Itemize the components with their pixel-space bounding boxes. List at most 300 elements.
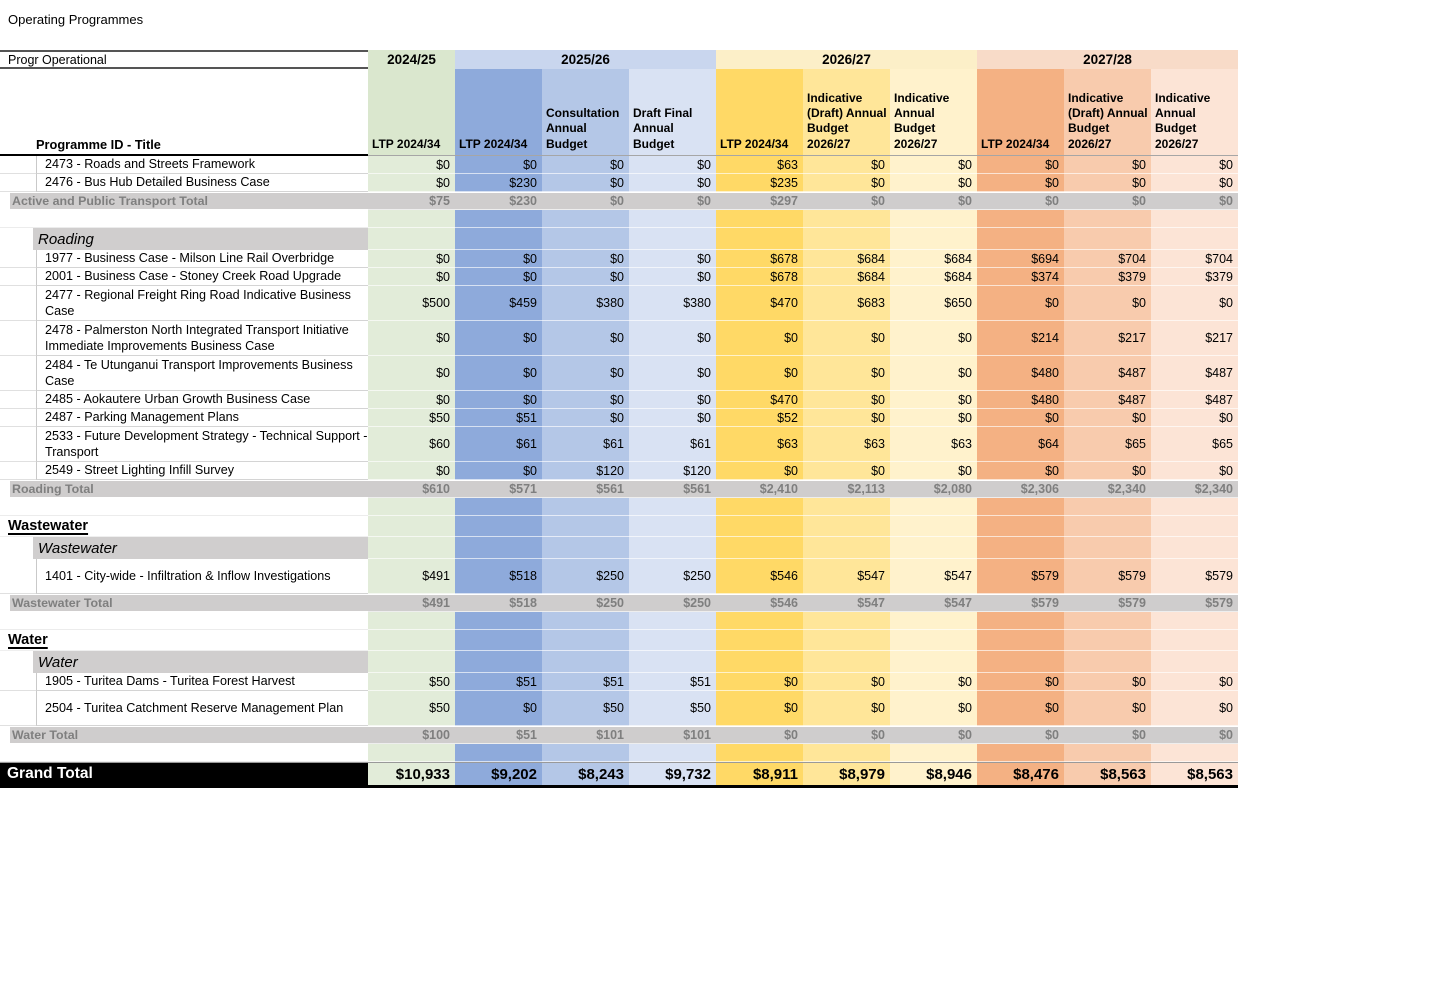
- value-cell: $0: [977, 409, 1064, 427]
- value-cell: [368, 210, 455, 228]
- value-cell: [542, 516, 629, 537]
- value-cell: $61: [542, 427, 629, 462]
- table-corner: [0, 50, 368, 69]
- row-gutter: [0, 321, 36, 356]
- section-indent: [0, 537, 33, 559]
- value-cell: $63: [890, 427, 977, 462]
- value-cell: [890, 210, 977, 228]
- value-cell: [716, 228, 803, 250]
- value-cell: [455, 210, 542, 228]
- value-cell: $0: [542, 250, 629, 268]
- value-cell: $0: [716, 462, 803, 480]
- value-cell: [1151, 210, 1238, 228]
- value-cell: [890, 612, 977, 630]
- value-cell: $0: [977, 156, 1064, 174]
- programme-label: 2504 - Turitea Catchment Reserve Management Plan: [36, 691, 368, 726]
- value-cell: $547: [803, 594, 890, 612]
- value-cell: [1064, 537, 1151, 559]
- programme-label: 2477 - Regional Freight Ring Road Indicative Business Case: [36, 286, 368, 321]
- value-cell: $120: [542, 462, 629, 480]
- value-cell: $0: [1064, 156, 1151, 174]
- table-row: [0, 427, 1238, 462]
- value-cell: $0: [890, 726, 977, 744]
- value-cell: $2,340: [1151, 480, 1238, 498]
- grand-row: [0, 762, 1238, 788]
- value-cell: $0: [1064, 673, 1151, 691]
- value-cell: $8,476: [977, 763, 1064, 785]
- heading-row: [0, 516, 1238, 537]
- value-cell: [803, 651, 890, 673]
- value-cell: [890, 516, 977, 537]
- value-cell: $120: [629, 462, 716, 480]
- grand-total-label: Grand Total: [0, 763, 368, 785]
- year-band-2025-26: 2025/26: [455, 50, 716, 69]
- value-cell: $0: [542, 174, 629, 192]
- value-cell: [542, 612, 629, 630]
- value-cell: $230: [455, 192, 542, 210]
- total-row: [0, 480, 1238, 498]
- value-cell: $101: [542, 726, 629, 744]
- value-cell: $0: [803, 409, 890, 427]
- value-cell: [1064, 498, 1151, 516]
- row-gutter: [0, 268, 36, 286]
- value-cell: $0: [977, 174, 1064, 192]
- value-cell: $0: [890, 691, 977, 726]
- value-cell: $63: [716, 427, 803, 462]
- heading-row: [0, 630, 1238, 651]
- value-cell: $480: [977, 356, 1064, 391]
- table-row: [0, 691, 1238, 726]
- value-cell: $0: [542, 268, 629, 286]
- table-row: [0, 673, 1238, 691]
- value-cell: $0: [890, 673, 977, 691]
- group-heading-label: Water: [8, 632, 48, 648]
- value-cell: $250: [542, 559, 629, 594]
- value-cell: $0: [368, 391, 455, 409]
- value-cell: $487: [1151, 356, 1238, 391]
- value-cell: [977, 651, 1064, 673]
- section-indent: [0, 228, 33, 250]
- budget-table: [0, 50, 1238, 788]
- value-cell: $65: [1064, 427, 1151, 462]
- value-cell: $571: [455, 480, 542, 498]
- blank-label: [36, 612, 368, 630]
- row-gutter: [0, 612, 36, 630]
- value-cell: $547: [890, 594, 977, 612]
- value-cell: $0: [368, 462, 455, 480]
- row-gutter: [0, 744, 36, 762]
- value-cell: $547: [890, 559, 977, 594]
- value-cell: $0: [455, 391, 542, 409]
- value-cell: $0: [629, 321, 716, 356]
- value-cell: $8,911: [716, 763, 803, 785]
- programme-label: 2001 - Business Case - Stoney Creek Road Upgrade: [36, 268, 368, 286]
- value-cell: [977, 537, 1064, 559]
- blank-row: [0, 744, 1238, 762]
- table-row: [0, 268, 1238, 286]
- section-header-label: Wastewater: [33, 537, 368, 559]
- value-cell: [455, 630, 542, 651]
- value-cell: $0: [368, 356, 455, 391]
- value-cell: $0: [368, 250, 455, 268]
- value-cell: [368, 228, 455, 250]
- value-cell: $546: [716, 559, 803, 594]
- value-cell: [977, 498, 1064, 516]
- value-cell: $0: [803, 156, 890, 174]
- value-cell: $500: [368, 286, 455, 321]
- value-cell: $487: [1151, 391, 1238, 409]
- value-cell: $51: [629, 673, 716, 691]
- value-cell: [629, 651, 716, 673]
- column-header: Indicative Annual Budget 2026/27: [1151, 69, 1238, 156]
- table-row: [0, 409, 1238, 427]
- row-gutter: [0, 673, 36, 691]
- value-cell: $0: [455, 462, 542, 480]
- value-cell: $379: [1064, 268, 1151, 286]
- value-cell: [629, 498, 716, 516]
- value-cell: $0: [542, 356, 629, 391]
- value-cell: $0: [890, 192, 977, 210]
- value-cell: $487: [1064, 391, 1151, 409]
- value-cell: $704: [1151, 250, 1238, 268]
- value-cell: $51: [455, 726, 542, 744]
- value-cell: $683: [803, 286, 890, 321]
- programme-label: 1401 - City-wide - Infiltration & Inflow Investigations: [36, 559, 368, 594]
- value-cell: $0: [368, 174, 455, 192]
- value-cell: $0: [977, 192, 1064, 210]
- column-header: Indicative (Draft) Annual Budget 2026/27: [1064, 69, 1151, 156]
- total-indent: [0, 192, 10, 210]
- value-cell: $547: [803, 559, 890, 594]
- column-header: Indicative Annual Budget 2026/27: [890, 69, 977, 156]
- value-cell: [716, 516, 803, 537]
- value-cell: [890, 744, 977, 762]
- programme-label: 2478 - Palmerston North Integrated Transport Initiative Immediate Improvements Business Case: [36, 321, 368, 356]
- total-row: [0, 192, 1238, 210]
- value-cell: $0: [1151, 726, 1238, 744]
- value-cell: $491: [368, 559, 455, 594]
- section-indent: [0, 651, 33, 673]
- value-cell: $0: [890, 156, 977, 174]
- value-cell: $0: [716, 673, 803, 691]
- value-cell: [629, 228, 716, 250]
- value-cell: $0: [977, 673, 1064, 691]
- group-heading: [0, 630, 368, 651]
- programme-label: 1977 - Business Case - Milson Line Rail Overbridge: [36, 250, 368, 268]
- value-cell: [455, 537, 542, 559]
- table-row: [0, 250, 1238, 268]
- value-cell: $0: [1151, 192, 1238, 210]
- value-cell: [542, 630, 629, 651]
- value-cell: $235: [716, 174, 803, 192]
- value-cell: [1151, 498, 1238, 516]
- value-cell: $470: [716, 391, 803, 409]
- value-cell: [716, 744, 803, 762]
- value-cell: $0: [1151, 673, 1238, 691]
- value-cell: [716, 498, 803, 516]
- value-cell: $217: [1064, 321, 1151, 356]
- value-cell: [368, 537, 455, 559]
- value-cell: $51: [455, 673, 542, 691]
- total-row: [0, 726, 1238, 744]
- value-cell: [803, 744, 890, 762]
- value-cell: $0: [1151, 691, 1238, 726]
- value-cell: [803, 612, 890, 630]
- value-cell: $50: [629, 691, 716, 726]
- total-indent: [0, 480, 10, 498]
- blank-row: [0, 498, 1238, 516]
- table-row: [0, 156, 1238, 174]
- value-cell: [803, 630, 890, 651]
- value-cell: $579: [1064, 559, 1151, 594]
- programme-label: 2549 - Street Lighting Infill Survey: [36, 462, 368, 480]
- value-cell: [803, 210, 890, 228]
- blank-row: [0, 612, 1238, 630]
- year-band-2024-25: 2024/25: [368, 50, 455, 69]
- value-cell: $0: [716, 691, 803, 726]
- value-cell: [977, 630, 1064, 651]
- section-row: [0, 228, 1238, 250]
- row-gutter: [0, 462, 36, 480]
- value-cell: [716, 651, 803, 673]
- table-row: [0, 174, 1238, 192]
- value-cell: $0: [1151, 409, 1238, 427]
- value-cell: $8,563: [1151, 763, 1238, 785]
- value-cell: [977, 516, 1064, 537]
- programme-label: 2485 - Aokautere Urban Growth Business Case: [36, 391, 368, 409]
- column-header: Consultation Annual Budget: [542, 69, 629, 156]
- value-cell: [1064, 516, 1151, 537]
- year-header-row: [0, 50, 1238, 69]
- value-cell: [455, 612, 542, 630]
- value-cell: [1151, 630, 1238, 651]
- value-cell: $0: [716, 321, 803, 356]
- value-cell: $0: [629, 250, 716, 268]
- value-cell: $0: [455, 156, 542, 174]
- value-cell: [1064, 630, 1151, 651]
- value-cell: $684: [803, 268, 890, 286]
- value-cell: $0: [803, 391, 890, 409]
- value-cell: $64: [977, 427, 1064, 462]
- value-cell: $610: [368, 480, 455, 498]
- value-cell: $2,113: [803, 480, 890, 498]
- column-header-row: [0, 69, 1238, 156]
- value-cell: $487: [1064, 356, 1151, 391]
- value-cell: [368, 612, 455, 630]
- value-cell: [716, 630, 803, 651]
- value-cell: [368, 651, 455, 673]
- table-row: [0, 559, 1238, 594]
- value-cell: $491: [368, 594, 455, 612]
- value-cell: $0: [803, 726, 890, 744]
- value-cell: $0: [629, 268, 716, 286]
- value-cell: [890, 630, 977, 651]
- value-cell: $0: [716, 726, 803, 744]
- value-cell: [629, 612, 716, 630]
- value-cell: $297: [716, 192, 803, 210]
- value-cell: $0: [890, 321, 977, 356]
- value-cell: $0: [1064, 462, 1151, 480]
- value-cell: $0: [803, 673, 890, 691]
- programme-label: 1905 - Turitea Dams - Turitea Forest Harvest: [36, 673, 368, 691]
- value-cell: [368, 630, 455, 651]
- value-cell: $217: [1151, 321, 1238, 356]
- row-gutter: [0, 691, 36, 726]
- value-cell: [890, 537, 977, 559]
- value-cell: $0: [977, 462, 1064, 480]
- value-cell: $518: [455, 559, 542, 594]
- value-cell: [1064, 228, 1151, 250]
- value-cell: $50: [542, 691, 629, 726]
- column-header: Draft Final Annual Budget: [629, 69, 716, 156]
- value-cell: [542, 537, 629, 559]
- blank-label: [36, 744, 368, 762]
- value-cell: $459: [455, 286, 542, 321]
- value-cell: [542, 210, 629, 228]
- value-cell: [455, 516, 542, 537]
- value-cell: $0: [890, 462, 977, 480]
- value-cell: $546: [716, 594, 803, 612]
- corner-progr-label: Progr: [8, 52, 39, 67]
- value-cell: $63: [803, 427, 890, 462]
- value-cell: [455, 651, 542, 673]
- value-cell: [890, 498, 977, 516]
- corner-operational-label: Operational: [42, 52, 107, 67]
- column-header: LTP 2024/34: [368, 69, 455, 156]
- table-row: [0, 321, 1238, 356]
- row-gutter: [0, 498, 36, 516]
- value-cell: $0: [1151, 174, 1238, 192]
- value-cell: $8,979: [803, 763, 890, 785]
- value-cell: [1151, 651, 1238, 673]
- value-cell: $0: [629, 409, 716, 427]
- value-cell: $9,202: [455, 763, 542, 785]
- value-cell: [1151, 516, 1238, 537]
- value-cell: $0: [542, 409, 629, 427]
- table-body: [0, 156, 1238, 788]
- value-cell: $8,243: [542, 763, 629, 785]
- value-cell: [716, 612, 803, 630]
- group-heading: [0, 516, 368, 537]
- value-cell: [368, 744, 455, 762]
- value-cell: $51: [542, 673, 629, 691]
- value-cell: $101: [629, 726, 716, 744]
- value-cell: $678: [716, 268, 803, 286]
- value-cell: $0: [542, 192, 629, 210]
- value-cell: $0: [803, 321, 890, 356]
- value-cell: $8,563: [1064, 763, 1151, 785]
- row-gutter: [0, 409, 36, 427]
- row-gutter: [0, 427, 36, 462]
- value-cell: $684: [890, 268, 977, 286]
- value-cell: [368, 498, 455, 516]
- value-cell: $61: [455, 427, 542, 462]
- value-cell: $50: [368, 409, 455, 427]
- row-gutter: [0, 286, 36, 321]
- value-cell: $0: [629, 391, 716, 409]
- value-cell: $579: [1064, 594, 1151, 612]
- programme-id-title-header: Programme ID - Title: [0, 69, 368, 156]
- value-cell: $0: [1064, 726, 1151, 744]
- value-cell: [542, 228, 629, 250]
- section-row: [0, 651, 1238, 673]
- value-cell: $518: [455, 594, 542, 612]
- value-cell: [716, 210, 803, 228]
- value-cell: $0: [455, 691, 542, 726]
- value-cell: $480: [977, 391, 1064, 409]
- section-row: [0, 537, 1238, 559]
- column-header: Indicative (Draft) Annual Budget 2026/27: [803, 69, 890, 156]
- value-cell: $379: [1151, 268, 1238, 286]
- value-cell: $2,306: [977, 480, 1064, 498]
- value-cell: $0: [803, 356, 890, 391]
- value-cell: $75: [368, 192, 455, 210]
- value-cell: $250: [542, 594, 629, 612]
- value-cell: [542, 651, 629, 673]
- value-cell: $0: [455, 250, 542, 268]
- total-label: Water Total: [10, 726, 368, 744]
- value-cell: [716, 537, 803, 559]
- value-cell: $0: [977, 726, 1064, 744]
- total-row: [0, 594, 1238, 612]
- value-cell: $2,410: [716, 480, 803, 498]
- section-header-label: Roading: [33, 228, 368, 250]
- value-cell: [368, 516, 455, 537]
- value-cell: $579: [977, 594, 1064, 612]
- value-cell: $374: [977, 268, 1064, 286]
- value-cell: [977, 744, 1064, 762]
- total-label: Active and Public Transport Total: [10, 192, 368, 210]
- value-cell: $561: [542, 480, 629, 498]
- value-cell: $214: [977, 321, 1064, 356]
- value-cell: [542, 744, 629, 762]
- value-cell: $579: [977, 559, 1064, 594]
- value-cell: $0: [1151, 156, 1238, 174]
- value-cell: $470: [716, 286, 803, 321]
- value-cell: [629, 210, 716, 228]
- value-cell: $8,946: [890, 763, 977, 785]
- value-cell: $0: [542, 391, 629, 409]
- value-cell: $63: [716, 156, 803, 174]
- value-cell: $250: [629, 594, 716, 612]
- value-cell: $230: [455, 174, 542, 192]
- row-gutter: [0, 391, 36, 409]
- row-gutter: [0, 250, 36, 268]
- value-cell: [977, 228, 1064, 250]
- value-cell: [455, 228, 542, 250]
- value-cell: $60: [368, 427, 455, 462]
- value-cell: $678: [716, 250, 803, 268]
- value-cell: [803, 516, 890, 537]
- total-indent: [0, 726, 10, 744]
- value-cell: $0: [1064, 192, 1151, 210]
- value-cell: $0: [890, 409, 977, 427]
- value-cell: [977, 612, 1064, 630]
- value-cell: $0: [716, 356, 803, 391]
- value-cell: [1064, 612, 1151, 630]
- value-cell: [803, 228, 890, 250]
- value-cell: $0: [977, 286, 1064, 321]
- value-cell: $50: [368, 673, 455, 691]
- value-cell: $0: [368, 268, 455, 286]
- total-label: Wastewater Total: [10, 594, 368, 612]
- value-cell: [629, 516, 716, 537]
- value-cell: [629, 744, 716, 762]
- group-heading-label: Wastewater: [8, 518, 89, 534]
- value-cell: $0: [629, 192, 716, 210]
- value-cell: $0: [803, 462, 890, 480]
- row-gutter: [0, 156, 36, 174]
